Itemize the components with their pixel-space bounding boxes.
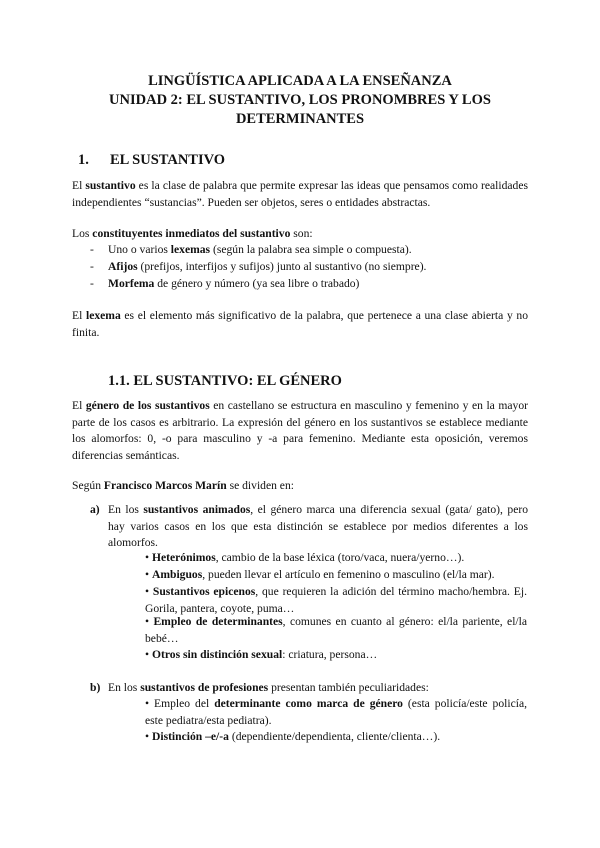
document-title-line-3: DETERMINANTES xyxy=(235,111,365,127)
text-run: es la clase de palabra que permite expresar las ideas que pensamos como realidades independientes “sustancias”. Pueden ser objetos, seres o entidades abstractas. xyxy=(72,179,528,209)
lexema-paragraph xyxy=(72,308,528,341)
bold-term: constituyentes inmediatos del sustantivo xyxy=(92,227,291,240)
bold-term: Otros sin distinción sexual xyxy=(151,648,283,661)
bold-term: género de los sustantivos xyxy=(85,399,210,412)
bullet: • xyxy=(145,568,152,581)
document-title-line-2: UNIDAD 2: EL SUSTANTIVO, LOS PRONOMBRES Y LOS xyxy=(109,92,491,108)
list-item-text xyxy=(108,242,412,259)
text-run: Uno o varios xyxy=(108,243,171,256)
text-run: Según xyxy=(72,479,104,492)
text-run: presentan también peculiaridades: xyxy=(268,681,429,694)
text-run: en castellano se estructura en masculino y femenino y en la mayor parte de los casos es arbitrario. La expresión del género en los sustantivos se establece mediante los alomorfos: 0, -o para masculino y -a para femenino. Mediante esta oposición, veremos diferencias semánticas. xyxy=(72,399,529,462)
dash-bullet: - xyxy=(90,260,94,273)
sub-list-item xyxy=(145,567,527,584)
bullet: • xyxy=(145,551,152,564)
bullet: • xyxy=(145,585,153,598)
bold-term: sustantivos animados xyxy=(143,503,251,516)
animados-paragraph xyxy=(108,502,528,552)
bold-term: Heterónimos xyxy=(151,551,216,564)
sub-list-item xyxy=(145,647,527,664)
text-run: Los xyxy=(72,227,93,240)
bold-term: Francisco Marcos Marín xyxy=(103,479,227,492)
bold-term: determinante como marca de género xyxy=(214,697,403,710)
text-run: , que requieren la adición del término macho/hembra. Ej. Gorila, pantera, coyote, puma… xyxy=(145,585,527,615)
constituents-intro-paragraph xyxy=(72,226,528,243)
sub-list-item xyxy=(145,550,527,567)
list-item-text xyxy=(108,276,359,293)
dash-bullet: - xyxy=(90,277,94,290)
sub-list-item xyxy=(145,696,527,729)
text-run: , el género marca una diferencia sexual (gata/ gato), pero hay varios casos en los que esta distinción se establece por medios diferentes a los alomorfos. xyxy=(108,503,528,549)
bold-term: Empleo de determinantes xyxy=(153,615,283,628)
text-run: El xyxy=(72,399,86,412)
section-1-1-heading: 1.1. EL SUSTANTIVO: EL GÉNERO xyxy=(108,373,342,389)
text-run: (según la palabra sea simple o compuesta). xyxy=(210,243,412,256)
text-run: son: xyxy=(290,227,313,240)
bold-term: Ambiguos xyxy=(151,568,203,581)
list-item-text xyxy=(108,259,426,276)
text-run: es el elemento más significativo de la palabra, que pertenece a una clase abierta y no finita. xyxy=(72,309,529,339)
genero-paragraph xyxy=(72,398,528,464)
text-run: : criatura, persona… xyxy=(282,648,378,661)
classification-intro-paragraph xyxy=(72,478,528,495)
text-run: En los xyxy=(108,681,141,694)
dash-bullet: - xyxy=(90,243,94,256)
profesiones-paragraph xyxy=(108,680,528,697)
bold-term: sustantivos de profesiones xyxy=(140,681,269,694)
text-run: (prefijos, interfijos y sufijos) junto al sustantivo (no siempre). xyxy=(137,260,427,273)
text-run: de género y número (ya sea libre o trabado) xyxy=(154,277,360,290)
text-run: En los xyxy=(108,503,144,516)
section-1-title: EL SUSTANTIVO xyxy=(110,152,226,168)
list-marker-b: b) xyxy=(90,681,101,694)
sub-list-item xyxy=(145,614,527,647)
bullet: • xyxy=(145,615,154,628)
section-1-heading xyxy=(78,152,225,169)
bold-term: sustantivo xyxy=(85,179,136,192)
sub-list-item xyxy=(145,729,527,746)
sub-list-item xyxy=(145,584,527,617)
bullet: • xyxy=(145,648,152,661)
text-run: El xyxy=(72,179,86,192)
list-marker-a: a) xyxy=(90,503,100,516)
bold-term: Afijos xyxy=(108,260,138,273)
text-run: (dependiente/dependienta, cliente/clienta…). xyxy=(228,730,441,743)
bold-term: lexemas xyxy=(170,243,211,256)
sustantivo-definition-paragraph xyxy=(72,178,528,211)
text-run: (esta policía/este policía, este pediatra/esta pediatra). xyxy=(145,697,527,727)
text-run: , cambio de la base léxica (toro/vaca, nuera/yerno…). xyxy=(215,551,465,564)
text-run: , pueden llevar el artículo en femenino o masculino (el/la mar). xyxy=(202,568,495,581)
bold-term: lexema xyxy=(85,309,121,322)
bullet: • xyxy=(145,730,152,743)
bold-term: Sustantivos epicenos xyxy=(152,585,256,598)
text-run: , comunes en cuanto al género: el/la pariente, el/la bebé… xyxy=(145,615,527,645)
text-run: se dividen en: xyxy=(226,479,294,492)
section-1-number: 1. xyxy=(78,152,89,168)
bullet: • Empleo del xyxy=(145,697,215,710)
text-run: El xyxy=(72,309,86,322)
document-title-line-1: LINGÜÍSTICA APLICADA A LA ENSEÑANZA xyxy=(148,73,452,89)
bold-term: Distinción –e/-a xyxy=(151,730,229,743)
bold-term: Morfema xyxy=(108,277,155,290)
